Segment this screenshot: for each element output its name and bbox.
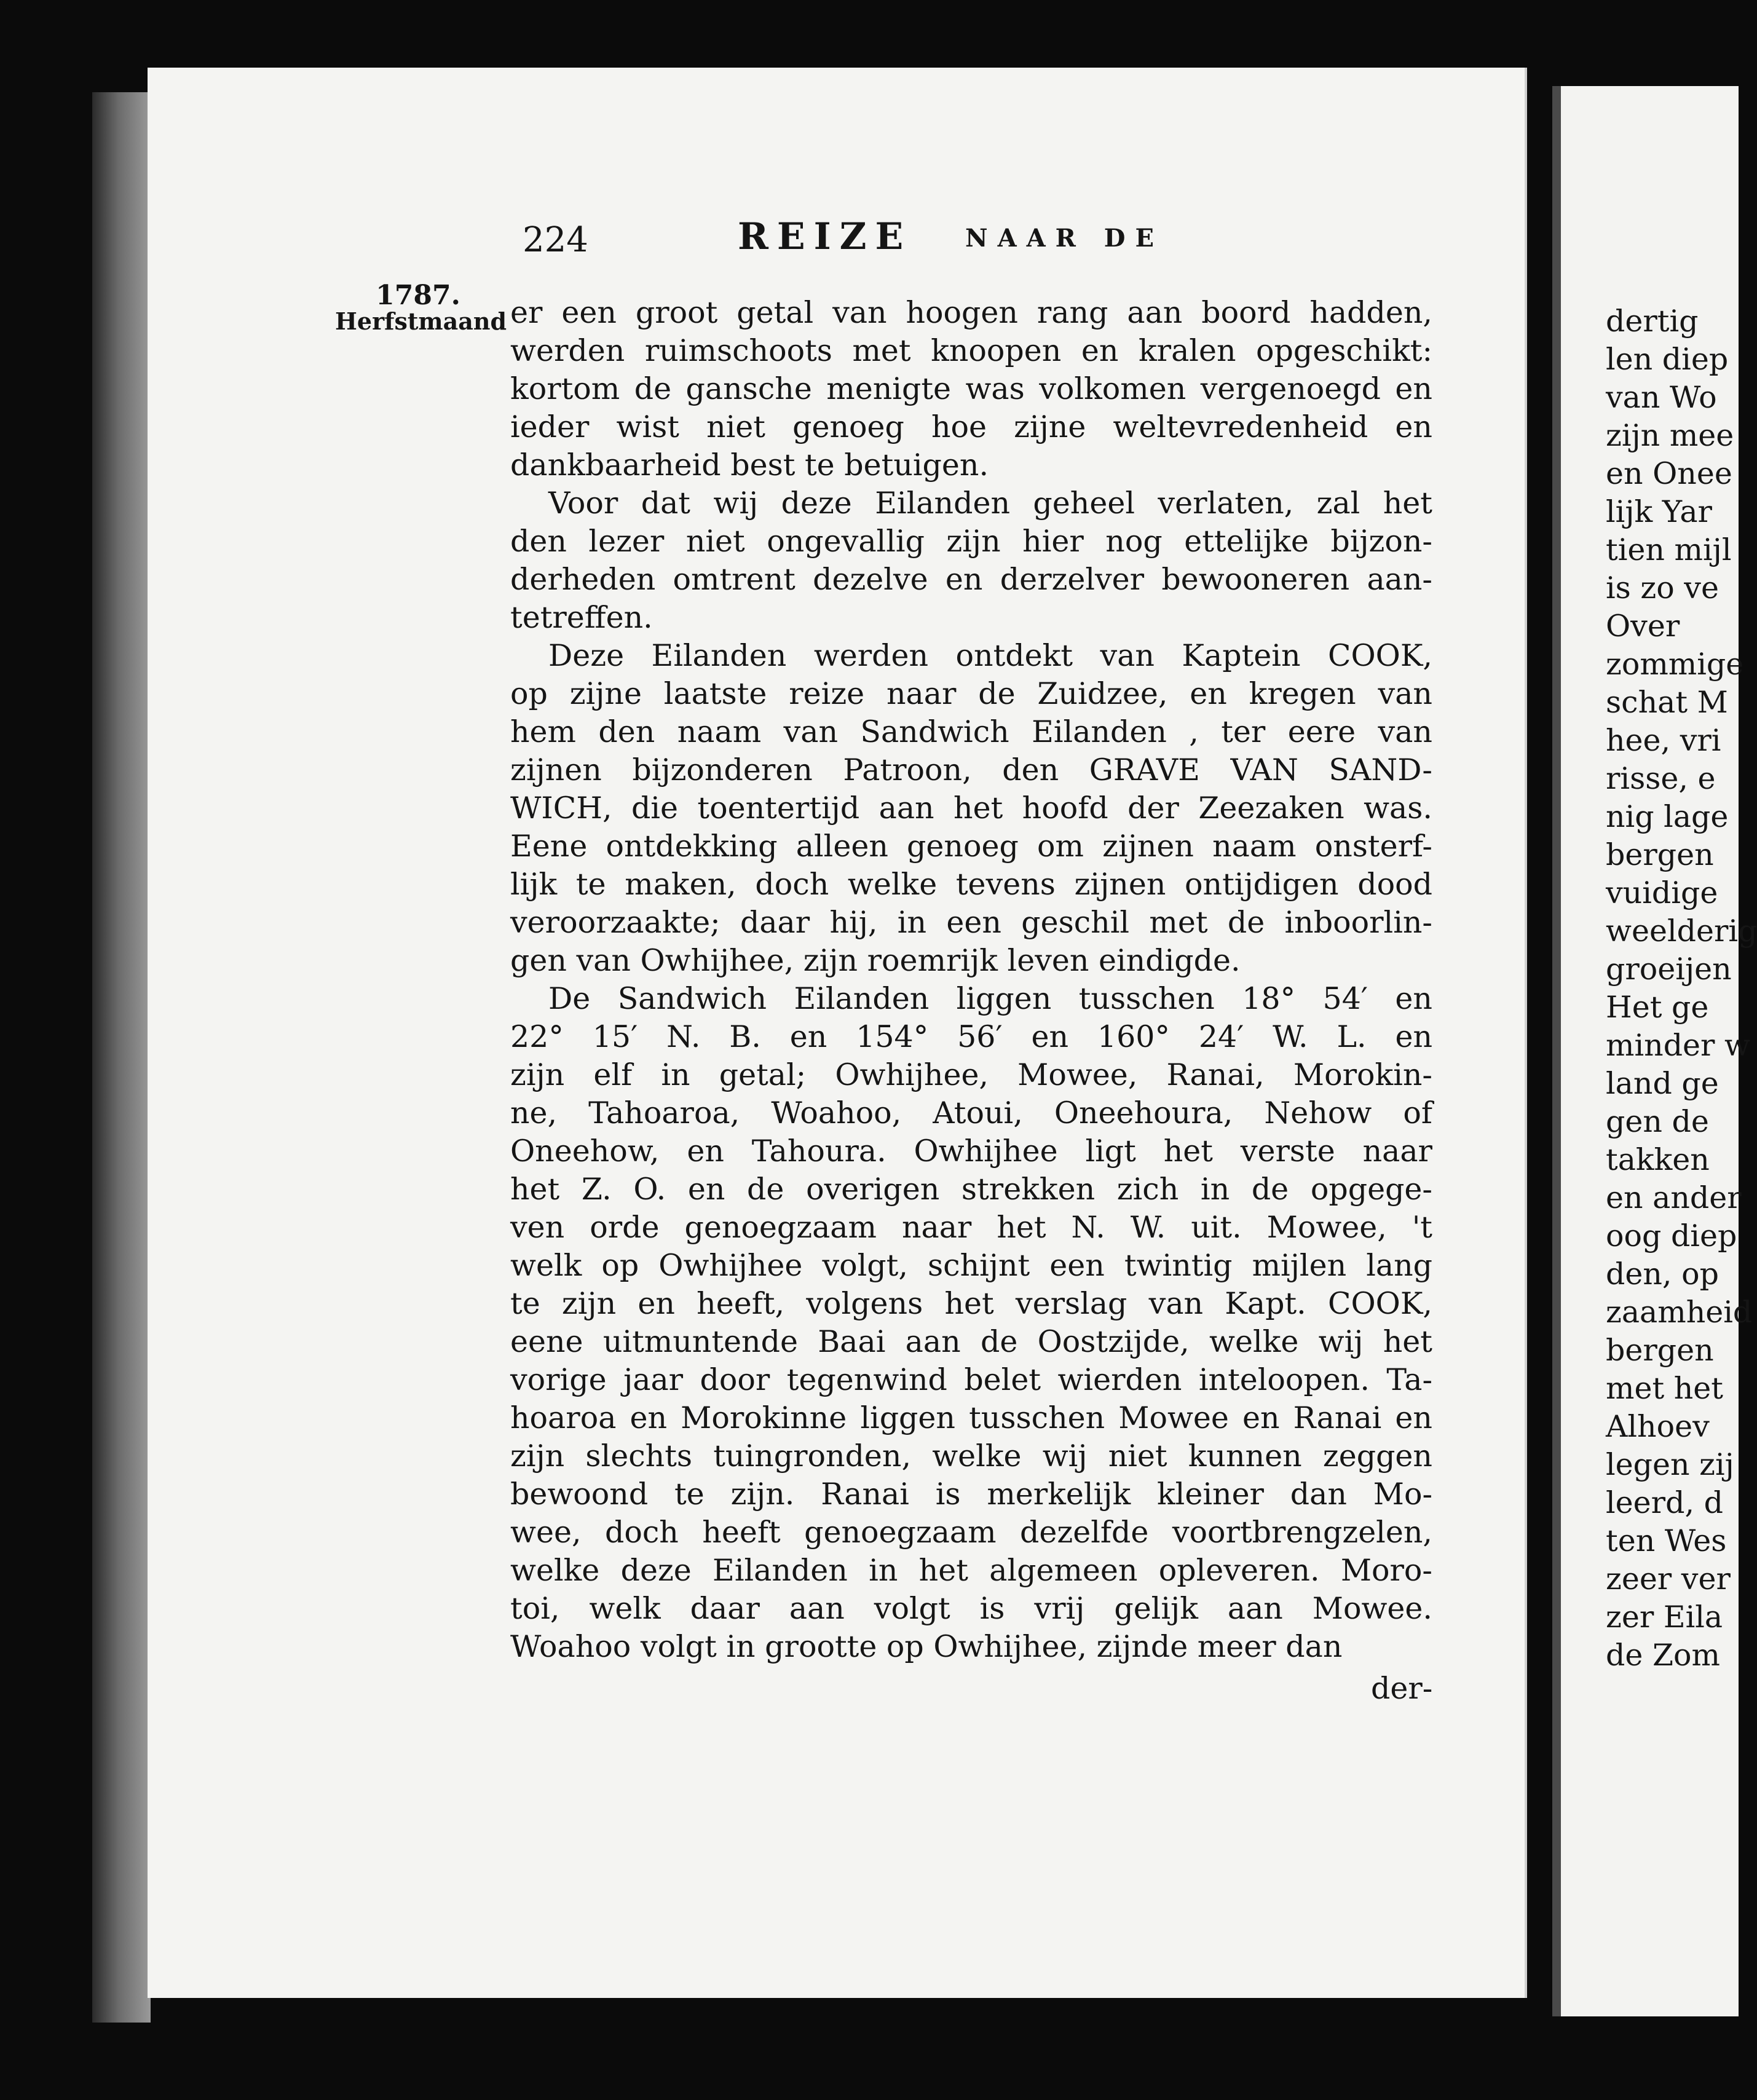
right-page-line: lijk Yar bbox=[1606, 494, 1712, 529]
right-page-line: nig lage bbox=[1606, 799, 1729, 834]
right-page-line: Het ge bbox=[1606, 990, 1709, 1025]
right-page-line: en ander bbox=[1606, 1180, 1742, 1215]
margin-date-note bbox=[335, 280, 507, 335]
right-page-line: ten Wes bbox=[1606, 1523, 1727, 1558]
right-page-line: van Wo bbox=[1606, 380, 1717, 415]
right-page-line: Over bbox=[1606, 609, 1680, 644]
right-page-text bbox=[1606, 302, 1757, 1675]
right-page-line: weelderig bbox=[1606, 914, 1757, 949]
text-line: tetreffen. bbox=[510, 600, 653, 635]
running-head-continuation: NAAR DE bbox=[965, 224, 1164, 253]
text-line: hoaroa en Morokinne liggen tusschen Mowee en Ranai en bbox=[510, 1400, 1432, 1435]
text-line: toi, welk daar aan volgt is vrij gelijk aan Mowee. bbox=[510, 1591, 1432, 1626]
right-page-line: hee, vri bbox=[1606, 723, 1721, 758]
text-line: er een groot getal van hoogen rang aan boord hadden, bbox=[510, 295, 1432, 330]
text-line: ieder wist niet genoeg hoe zijne weltevredenheid en bbox=[510, 409, 1432, 444]
right-page-line: gen de bbox=[1606, 1104, 1709, 1139]
catchword: der- bbox=[1371, 1671, 1433, 1706]
text-line: hem den naam van Sandwich Eilanden , ter eere van bbox=[510, 714, 1432, 749]
text-line: zijnen bijzonderen Patroon, den GRAVE VAN SAND- bbox=[510, 752, 1432, 788]
text-line: kortom de gansche menigte was volkomen vergenoegd en bbox=[510, 371, 1432, 406]
text-line: werden ruimschoots met knoopen en kralen opgeschikt: bbox=[510, 333, 1432, 368]
right-page-line: zommige bbox=[1606, 647, 1744, 682]
right-page-line: Alhoev bbox=[1606, 1409, 1710, 1444]
text-line: op zijne laatste reize naar de Zuidzee, en kregen van bbox=[510, 676, 1432, 711]
text-line: den lezer niet ongevallig zijn hier nog ettelijke bijzon- bbox=[510, 524, 1432, 559]
text-line: Deze Eilanden werden ontdekt van Kaptein COOK, bbox=[548, 638, 1432, 673]
text-line: WICH, die toentertijd aan het hoofd der Zeezaken was. bbox=[510, 791, 1432, 826]
right-page-line: len diep bbox=[1606, 342, 1729, 377]
right-page-line: leerd, d bbox=[1606, 1485, 1723, 1520]
right-page-line: met het bbox=[1606, 1371, 1723, 1406]
text-line: De Sandwich Eilanden liggen tusschen 18° 54′ en bbox=[548, 981, 1432, 1016]
right-page-line: zaamheid bbox=[1606, 1295, 1753, 1330]
right-page-line: zer Eila bbox=[1606, 1600, 1723, 1635]
text-line: lijk te maken, doch welke tevens zijnen ontijdigen dood bbox=[510, 867, 1432, 902]
text-line: welk op Owhijhee volgt, schijnt een twintig mijlen lang bbox=[510, 1248, 1432, 1283]
text-line: gen van Owhijhee, zijn roemrijk leven eindigde. bbox=[510, 943, 1241, 978]
text-line: te zijn en heeft, volgens het verslag van Kapt. COOK, bbox=[510, 1286, 1432, 1321]
text-line: ne, Tahoaroa, Woahoo, Atoui, Oneehoura, Nehow of bbox=[510, 1095, 1432, 1131]
right-page-line: bergen bbox=[1606, 837, 1714, 872]
right-page-line: zijn mee bbox=[1606, 418, 1734, 453]
right-page-line: bergen bbox=[1606, 1333, 1714, 1368]
right-page-line: en Onee bbox=[1606, 456, 1732, 491]
right-page-line: groeijen bbox=[1606, 952, 1732, 987]
page-number: 224 bbox=[523, 220, 588, 260]
text-line: eene uitmuntende Baai aan de Oostzijde, welke wij het bbox=[510, 1324, 1432, 1359]
right-page-line: tien mijl bbox=[1606, 532, 1732, 567]
text-line: vorige jaar door tegenwind belet wierden inteloopen. Ta- bbox=[510, 1362, 1432, 1397]
right-page-line: den, op bbox=[1606, 1257, 1719, 1292]
text-line: ven orde genoegzaam naar het N. W. uit. Mowee, 't bbox=[510, 1210, 1432, 1245]
text-line: Oneehow, en Tahoura. Owhijhee ligt het verste naar bbox=[510, 1134, 1432, 1169]
right-page-line: minder w bbox=[1606, 1028, 1750, 1063]
right-page-line: legen zij bbox=[1606, 1447, 1734, 1482]
page-header bbox=[523, 215, 1248, 270]
margin-year: 1787. bbox=[376, 280, 460, 311]
text-line: wee, doch heeft genoegzaam dezelfde voortbrengzelen, bbox=[510, 1515, 1432, 1550]
text-line: veroorzaakte; daar hij, in een geschil met de inboorlin- bbox=[510, 905, 1432, 940]
body-text bbox=[510, 294, 1432, 1666]
right-page-line: risse, e bbox=[1606, 761, 1716, 796]
right-page-line: vuidige bbox=[1606, 875, 1718, 910]
text-line: Eene ontdekking alleen genoeg om zijnen naam onsterf- bbox=[510, 829, 1432, 864]
right-page-line: de Zom bbox=[1606, 1638, 1720, 1673]
right-page-line: zeer ver bbox=[1606, 1561, 1731, 1597]
text-line: zijn elf in getal; Owhijhee, Mowee, Ranai, Morokin- bbox=[510, 1057, 1432, 1092]
text-line: dankbaarheid best te betuigen. bbox=[510, 448, 989, 483]
book-spine-shadow bbox=[92, 92, 151, 2023]
text-line: welke deze Eilanden in het algemeen opleveren. Moro- bbox=[510, 1553, 1432, 1588]
text-line: 22° 15′ N. B. en 154° 56′ en 160° 24′ W. L. en bbox=[510, 1019, 1432, 1054]
margin-month: Herfstmaand bbox=[335, 307, 507, 335]
text-line: bewoond te zijn. Ranai is merkelijk kleiner dan Mo- bbox=[510, 1477, 1432, 1512]
right-page-line: takken bbox=[1606, 1142, 1710, 1177]
text-line: Woahoo volgt in grootte op Owhijhee, zijnde meer dan bbox=[510, 1629, 1343, 1664]
text-line: zijn slechts tuingronden, welke wij niet kunnen zeggen bbox=[510, 1439, 1432, 1474]
text-line: het Z. O. en de overigen strekken zich in de opgege- bbox=[510, 1172, 1432, 1207]
right-page-line: is zo ve bbox=[1606, 570, 1719, 606]
right-page-line: dertig bbox=[1606, 304, 1699, 339]
text-line: derheden omtrent dezelve en derzelver bewooneren aan- bbox=[510, 562, 1432, 597]
right-page-line: schat M bbox=[1606, 685, 1728, 720]
running-head-title: REIZE bbox=[738, 215, 912, 258]
right-page-line: land ge bbox=[1606, 1066, 1719, 1101]
right-page-line: oog diep bbox=[1606, 1218, 1737, 1253]
text-line: Voor dat wij deze Eilanden geheel verlaten, zal het bbox=[548, 486, 1432, 521]
